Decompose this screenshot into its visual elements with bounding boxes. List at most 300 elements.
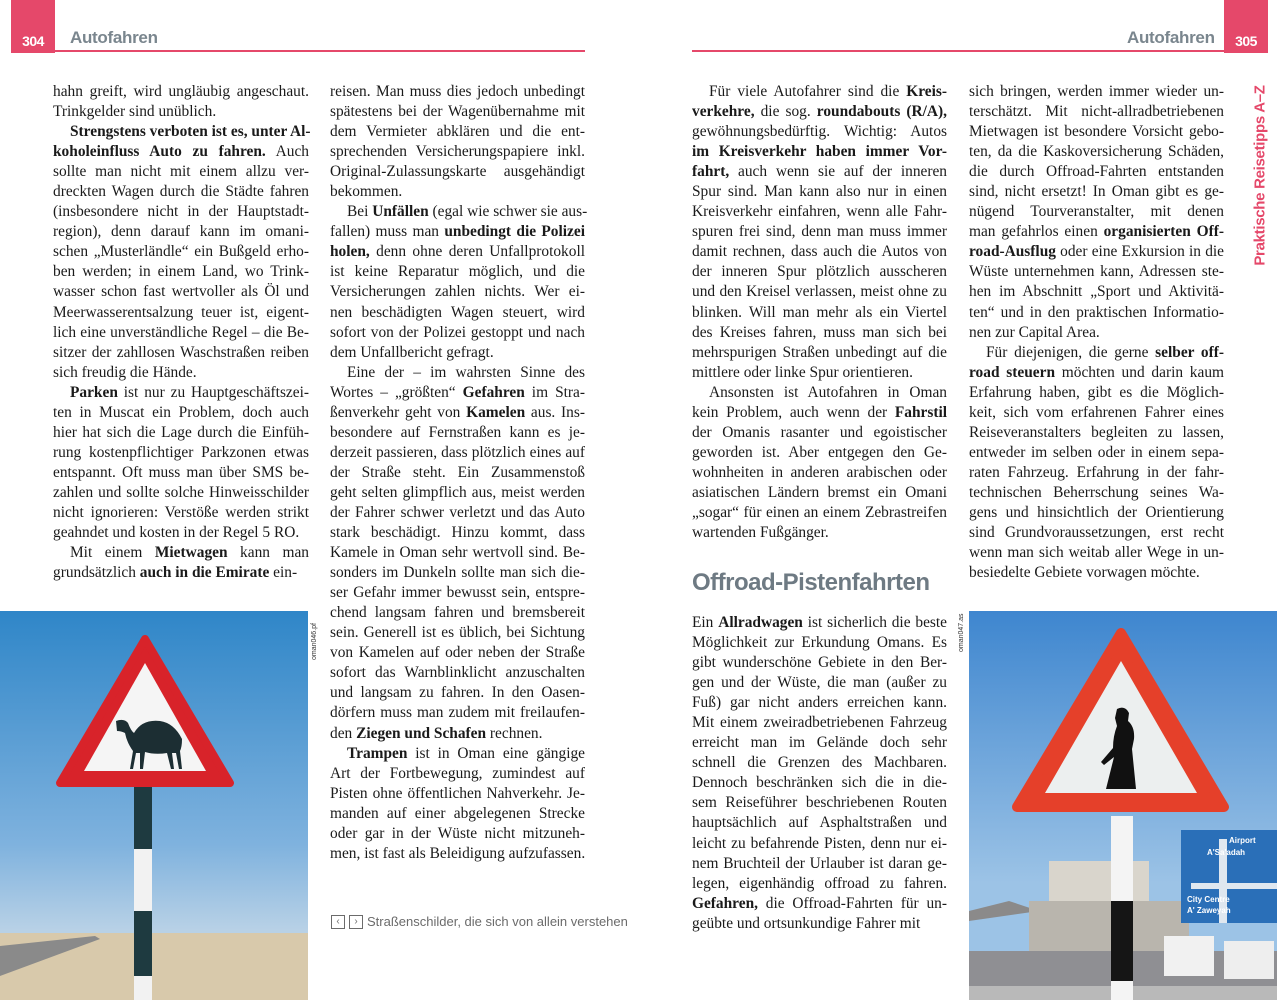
text-run: die Offroad-Fahrten für un-	[757, 894, 947, 912]
header-rule-left	[55, 50, 585, 52]
text-run: rung kostenpflichtiger Parkzonen etwas	[53, 443, 309, 461]
text-line	[53, 463, 309, 483]
text-run: von Kamelen auf oder neben der Straße	[330, 644, 585, 662]
text-line	[53, 202, 309, 222]
text-line	[969, 102, 1224, 122]
caption-next-icon[interactable]: ›	[349, 915, 363, 929]
text-line	[53, 403, 309, 423]
text-line	[969, 543, 1224, 563]
text-run: wohnheiten in anderen arabischen oder	[692, 463, 947, 481]
header-rule-right	[692, 50, 1224, 52]
text-run: dörfern muss man zudem mit freilaufen-	[330, 704, 585, 722]
text-run: sein. Generell ist es üblich, bei Sichtung	[330, 624, 585, 642]
text-run: sofort das Warnblinklicht anzuschalten	[330, 664, 585, 682]
text-line	[330, 804, 585, 824]
text-line	[692, 813, 947, 833]
text-line	[969, 242, 1224, 262]
text-line	[53, 222, 309, 242]
text-line	[330, 643, 585, 663]
text-line	[330, 142, 585, 162]
bold-text: road-Ausflug	[969, 243, 1056, 261]
text-run: sollte man nicht mit einem allzu ver-	[53, 163, 309, 181]
text-run: Für diejenigen, die gerne	[986, 343, 1156, 361]
photo-credit-left: oman046.pf	[311, 623, 318, 660]
text-line	[330, 683, 585, 703]
text-run: gens und hinsichtlich der Orientierung	[969, 503, 1224, 521]
text-run: kann man	[227, 544, 309, 562]
text-run: geht selten glimpflich aus, meist werden	[330, 483, 585, 501]
text-run: technischen Beherrschung seines Wa-	[969, 483, 1224, 501]
text-line	[692, 463, 947, 483]
text-line	[692, 483, 947, 503]
text-run: sich freudig die Hände.	[53, 363, 197, 381]
text-run: schen „Musterländle“ ein Bußgeld erho-	[53, 243, 309, 261]
text-run: mehrspurigen Straßen unbedingt auf die	[692, 343, 947, 361]
text-run: Eine der – im wahrsten Sinne des	[347, 363, 585, 381]
text-line	[53, 122, 309, 142]
text-line	[692, 793, 947, 813]
text-run: besiedelte Gebiete vorwagen möchte.	[969, 564, 1200, 582]
text-line	[53, 162, 309, 182]
text-run: Möglichkeit zur Erkundung Omans. Es	[692, 634, 947, 652]
bold-text: holen,	[330, 243, 370, 261]
bold-text: organisierten Off-	[1103, 223, 1224, 241]
text-run: Mit einem	[70, 544, 155, 562]
text-run: oder eine Exkursion in die	[1055, 243, 1224, 261]
text-column-right-2	[969, 82, 1224, 583]
text-line	[692, 874, 947, 894]
text-line	[692, 222, 947, 242]
text-run: chend langsam fahren und bremsbereit	[330, 604, 585, 622]
text-column-right-1-continued	[692, 613, 947, 934]
text-run: gen und der Wüste, die man (außer zu	[692, 674, 947, 692]
text-run: hen im Abschnitt „Sport und Aktivitä-	[969, 283, 1224, 301]
text-line	[330, 282, 585, 302]
text-run: ten, da die Kaskoversicherung Schäden,	[969, 143, 1224, 161]
text-run: den	[330, 724, 357, 742]
bold-text: auch in die Emirate	[139, 564, 270, 582]
text-run: dem Vermieter abklären und die ent-	[330, 123, 585, 141]
text-line	[969, 122, 1224, 142]
text-run: der inneren Spur plötzlich ausscheren	[692, 263, 947, 281]
text-run: sind, nicht ersetzt! In Oman gibt es ge-	[969, 183, 1224, 201]
text-line	[330, 703, 585, 723]
text-line	[330, 202, 588, 222]
text-run: leicht zu befahrende Pisten, denn nur ei-	[692, 834, 947, 852]
text-line	[969, 303, 1224, 323]
text-line	[692, 142, 947, 162]
text-run: Kamele in Oman sehr wertvoll sind. Be-	[330, 544, 585, 562]
text-line	[969, 463, 1224, 483]
text-line	[969, 443, 1224, 463]
road-sign-text-2: A'Sa'adah	[1207, 848, 1246, 857]
text-line	[692, 303, 947, 323]
text-line	[330, 443, 585, 463]
text-run: sitzer der zahllosen Waschstraßen reiben	[53, 343, 309, 361]
text-run: die sog.	[754, 103, 817, 121]
text-run: reisen. Man muss dies jedoch unbedingt	[330, 83, 585, 100]
photo-camel-sign	[0, 611, 308, 1000]
text-run: Ein	[692, 614, 719, 631]
text-line	[53, 383, 309, 403]
photo-pedestrian-sign	[969, 611, 1277, 1000]
text-run: Mit einem zweiradbetriebenen Fahrzeug	[692, 714, 947, 732]
text-run: ist keine Reparatur möglich, und die	[330, 263, 585, 281]
text-line	[330, 303, 585, 323]
text-line	[692, 653, 947, 673]
text-line	[692, 773, 947, 793]
bold-text: Parken	[70, 383, 118, 401]
bold-text: unbedingt die Polizei	[444, 223, 585, 241]
text-run: Dennoch beschränken sich die in die-	[692, 774, 947, 792]
bold-text: Allradwagen	[718, 614, 803, 631]
text-line	[53, 262, 309, 282]
text-run: ist nur zu Hauptgeschäftszei-	[117, 383, 309, 401]
text-run: sind Grundvoraussetzungen, erst recht	[969, 524, 1224, 542]
text-run: im Stra-	[524, 383, 585, 401]
text-line	[53, 423, 309, 443]
text-run: Spur sind. Man kann also nur in einen	[692, 183, 947, 201]
text-run: Versicherungen zahlen nichts. Wer ei-	[330, 283, 585, 301]
page-number-left: 304	[22, 33, 44, 49]
text-run: Erfahrung haben, gibt es die Möglich-	[969, 383, 1224, 401]
text-line	[692, 914, 947, 934]
text-run: region), denn darauf kann im omani-	[53, 223, 309, 241]
text-line	[330, 82, 585, 102]
text-line	[330, 102, 585, 122]
text-run: der Straße steht. Ein Zusammenstoß	[330, 463, 585, 481]
road-sign-text-1: Airport	[1229, 836, 1256, 845]
text-run: Original-Zulassungskarte ausgehändigt	[330, 163, 585, 181]
text-line	[330, 523, 585, 543]
text-line	[330, 262, 585, 282]
text-run: keit, sich vom erfahrenen Fahrer eines	[969, 403, 1224, 421]
text-run: Trinkgelder sind unüblich.	[53, 103, 217, 121]
text-line	[692, 242, 947, 262]
text-run: sem Reiseführer beschriebenen Routen	[692, 794, 947, 812]
text-run: derzeit passieren, dass plötzlich eines auf	[330, 443, 585, 461]
text-line	[969, 162, 1224, 182]
text-line	[692, 282, 947, 302]
bold-text: Ziegen und Schafen	[356, 724, 487, 742]
text-run: ten in Muscat ein Problem, doch auch	[53, 403, 309, 421]
text-line	[330, 242, 585, 262]
text-line	[330, 182, 585, 202]
bold-text: road steuern	[969, 363, 1056, 381]
text-line	[330, 383, 585, 403]
text-run: Fuß) gar nicht anders erreichen kann.	[692, 694, 947, 712]
text-run: mittlere oder linke Spur orientieren.	[692, 363, 913, 381]
text-run: raten Fahrzeug. Erfahrung in der fahr-	[969, 463, 1224, 481]
text-run: Bei	[347, 203, 373, 221]
text-run: terschätzt. Mit nicht-allradbetriebenen	[969, 103, 1224, 121]
text-line	[969, 262, 1224, 282]
section-side-label	[1247, 60, 1273, 290]
text-run: sofort von der Polizei gestoppt und nach	[330, 323, 585, 341]
bold-text: selber off-	[1155, 343, 1224, 361]
camel-warning-sign-image	[0, 611, 308, 1000]
text-run: nen beschädigten Wagen steuert, wird	[330, 303, 585, 321]
text-line	[53, 182, 309, 202]
text-run: lich eine unverständliche Regel – die Be-	[53, 323, 309, 341]
text-line	[969, 323, 1224, 343]
text-line	[330, 844, 585, 864]
text-run: kein Problem, auch wenn der	[692, 403, 895, 421]
text-line	[969, 142, 1224, 162]
text-line	[53, 443, 309, 463]
text-column-left-1	[53, 82, 309, 583]
text-line	[53, 142, 309, 162]
bold-text: im Kreisverkehr haben immer Vor-	[692, 143, 947, 161]
text-run: (egal wie schwer sie aus-	[428, 203, 588, 221]
text-run: und langsam zu fahren. In den Oasen-	[330, 684, 585, 702]
text-run: Meerwasserentsalzung teuer ist, eigent-	[53, 303, 309, 321]
text-run: nem Bruchteil der Urlauber ist daran ge-	[692, 854, 947, 872]
text-line	[969, 222, 1224, 242]
text-column-left-2	[330, 82, 588, 864]
text-line	[692, 383, 947, 403]
text-run: nicht ignorieren: Verstöße werden strikt	[53, 503, 309, 521]
caption-prev-icon[interactable]: ‹	[331, 915, 345, 929]
text-line	[330, 724, 585, 744]
text-line	[330, 122, 585, 142]
text-line	[330, 563, 585, 583]
bold-text: Strengstens verboten ist es, unter Al-	[70, 123, 311, 141]
text-run: men, ist fast als Beleidigung aufzufassen.	[330, 844, 586, 862]
running-head-right: Autofahren	[1127, 28, 1215, 47]
bold-text: Unfällen	[372, 203, 429, 221]
text-line	[692, 262, 947, 282]
bold-text: Gefahren,	[692, 894, 758, 912]
text-line	[53, 523, 309, 543]
bold-text: Mietwagen	[154, 544, 228, 562]
text-run: hier hat sich die Lage durch die Einfüh-	[53, 423, 309, 441]
text-line	[969, 363, 1224, 383]
section-title-offroad: Offroad-Pistenfahrten	[692, 569, 930, 596]
text-run: hahn greift, wird ungläubig angeschaut.	[53, 83, 309, 100]
text-run: erreicht man im Gelände doch sehr	[692, 734, 947, 752]
text-run: Kreisverkehr einfahren, wenn alle Fahr-	[692, 203, 947, 221]
text-run: Pisten ohne öffentlichen Nahverkehr. Je-	[330, 784, 585, 802]
text-line	[53, 303, 309, 323]
text-line	[692, 122, 947, 142]
text-run: fallen) muss man	[330, 223, 445, 241]
text-run: (insbesondere nicht in der Hauptstadt-	[53, 203, 309, 221]
text-line	[969, 82, 1224, 102]
bold-text: Fahrstil	[894, 403, 947, 421]
text-run: dem Unfallbericht gefragt.	[330, 343, 494, 361]
bold-text: roundabouts (R/A),	[816, 103, 947, 121]
text-line	[692, 673, 947, 693]
text-line	[53, 563, 309, 583]
text-line	[692, 443, 947, 463]
text-run: geübte und ortsunkundige Fahrer mit	[692, 914, 921, 932]
photo-caption	[331, 914, 628, 929]
text-line	[330, 343, 585, 363]
text-run: Für viele Autofahrer sind die	[709, 83, 907, 100]
bold-text: Trampen	[347, 744, 408, 762]
text-run: möchten und darin kaum	[1055, 363, 1225, 381]
text-line	[330, 583, 585, 603]
text-line	[692, 343, 947, 363]
text-run: spuren frei sind, denn man muss immer	[692, 223, 947, 241]
text-run: man gefahrlos einen	[969, 223, 1104, 241]
text-line	[330, 483, 585, 503]
text-run: entweder im selben oder in einem sepa-	[969, 443, 1224, 461]
text-line	[692, 693, 947, 713]
text-run: grundsätzlich	[53, 564, 140, 582]
text-line	[330, 663, 585, 683]
text-line	[692, 323, 947, 343]
text-run: der Fahrer schwer verletzt und das Auto	[330, 503, 585, 521]
text-run: blinken. Will man mehr als ein Viertel	[692, 303, 947, 321]
text-run: hauptsächlich auf Asphaltstraßen und	[692, 814, 947, 832]
road-sign-text-4: A' Zaweyah	[1187, 906, 1231, 915]
text-run: oder gar in der Wüste nicht mitzuneh-	[330, 824, 585, 842]
bold-text: Gefahren	[462, 383, 525, 401]
text-line	[330, 323, 585, 343]
text-run: ist in Oman eine gängige	[407, 744, 585, 762]
text-line	[330, 764, 585, 784]
text-run: wartenden Fußgänger.	[692, 524, 829, 542]
text-run: Mietwagen ist besondere Vorsicht gebo-	[969, 123, 1224, 141]
text-line	[53, 503, 309, 523]
text-run: Wortes – „größten“	[330, 383, 463, 401]
text-line	[330, 744, 585, 764]
text-run: Reiseveranstalters begleiten zu lassen,	[969, 423, 1224, 441]
text-column-right-1	[692, 82, 947, 543]
bold-text: Kamelen	[466, 403, 526, 421]
bold-text: koholeinfluss Auto zu fahren.	[53, 143, 266, 161]
text-line	[330, 824, 585, 844]
text-line	[969, 523, 1224, 543]
text-line	[53, 543, 309, 563]
text-line	[969, 182, 1224, 202]
road-direction-sign	[1181, 830, 1277, 923]
text-run: sprechenden Versicherungspapiere inkl.	[330, 143, 585, 161]
text-run: Ansonsten ist Autofahren in Oman	[709, 383, 947, 401]
text-line	[969, 423, 1224, 443]
text-run: rechnen.	[486, 724, 543, 742]
text-line	[330, 543, 585, 563]
text-line	[53, 282, 309, 302]
text-line	[53, 343, 309, 363]
text-line	[692, 633, 947, 653]
text-line	[692, 613, 947, 633]
text-line	[969, 343, 1224, 363]
text-line	[692, 753, 947, 773]
text-run: Wüste unternehmen kann, Adressen ste-	[969, 263, 1224, 281]
text-line	[53, 242, 309, 262]
text-line	[330, 363, 585, 383]
text-run: denn ohne deren Unfallprotokoll	[369, 243, 585, 261]
text-line	[330, 463, 585, 483]
text-run: zahlen und sollte solche Hinweisschilder	[53, 483, 309, 501]
bold-text: fahrt,	[692, 163, 730, 181]
text-run: nügend Tourveranstalter, mit denen	[969, 203, 1224, 221]
text-line	[330, 603, 585, 623]
page-number-tab-left	[11, 0, 55, 53]
text-line	[692, 503, 947, 523]
text-line	[692, 403, 947, 423]
pedestrian-warning-sign-image	[969, 611, 1277, 1000]
page-number-right: 305	[1235, 33, 1257, 49]
text-run: „sogar“ für einen an einem Zebrastreifen	[692, 503, 947, 521]
text-line	[330, 503, 585, 523]
text-run: wasser schon fast wertvoller als Öl und	[53, 283, 309, 301]
text-line	[969, 403, 1224, 423]
text-line	[969, 503, 1224, 523]
text-run: entspannt. Oft muss man über SMS be-	[53, 463, 309, 481]
text-line	[330, 162, 585, 182]
bold-text: Kreis-	[906, 83, 947, 100]
text-run: spätestens bei der Wagenübernahme mit	[330, 103, 585, 121]
text-line	[969, 202, 1224, 222]
text-line	[692, 894, 947, 914]
photo-credit-right: oman047.as	[958, 613, 965, 652]
text-run: dreckten Wagen durch die Städte fahren	[53, 183, 309, 201]
text-line	[969, 563, 1224, 583]
page-number-tab-right	[1224, 0, 1268, 53]
text-run: der Omanis rasanter und egoistischer	[692, 423, 947, 441]
text-line	[330, 222, 585, 242]
text-run: Auch	[265, 143, 309, 161]
section-side-label-text: Praktische Reisetipps A–Z	[1251, 84, 1269, 266]
text-run: geworden ist. Aber entgegen den Ge-	[692, 443, 947, 461]
bold-text: verkehre,	[692, 103, 755, 121]
text-line	[692, 202, 947, 222]
text-run: ten“ und in den praktischen Informatio-	[969, 303, 1224, 321]
text-run: sich bringen, werden immer wieder un-	[969, 83, 1224, 100]
text-run: asiatischen Ländern bremst ein Omani	[692, 483, 947, 501]
text-run: die durch Offroad-Fahrten entstanden	[969, 163, 1224, 181]
text-run: legen, eigenhändig offroad zu fahren.	[692, 874, 947, 892]
text-line	[692, 523, 947, 543]
text-line	[692, 102, 947, 122]
text-line	[969, 483, 1224, 503]
text-run: und den Kreisel verlassen, meist ohne zu	[692, 283, 947, 301]
text-line	[53, 363, 309, 383]
text-line	[969, 282, 1224, 302]
text-line	[53, 483, 309, 503]
text-run: ser Gefahr immer bewusst sein, entspre-	[330, 584, 585, 602]
text-run: des Kreises fahren, muss man sich bei	[692, 323, 947, 341]
text-line	[692, 423, 947, 443]
text-line	[969, 383, 1224, 403]
road-sign-text-3: City Centre	[1187, 895, 1230, 904]
text-line	[330, 403, 585, 423]
text-run: bekommen.	[330, 183, 403, 201]
text-run: aus. Ins-	[525, 403, 585, 421]
text-line	[692, 713, 947, 733]
text-line	[692, 733, 947, 753]
text-run: gewöhnungsbedürftig. Wichtig: Autos	[692, 123, 947, 141]
text-run: ben werden; in einem Land, wo Trink-	[53, 263, 309, 281]
text-run: ßenverkehr geht von	[330, 403, 467, 421]
text-line	[692, 182, 947, 202]
text-run: ein-	[269, 564, 298, 582]
text-run: nen zur Capital Area.	[969, 323, 1100, 341]
text-run: gibt wunderschöne Gebiete in den Ber-	[692, 654, 947, 672]
text-run: ist sicherlich die beste	[802, 614, 947, 631]
text-run: auch wenn sie auf der inneren	[729, 163, 947, 181]
caption-text: Straßenschilder, die sich von allein verstehen	[367, 914, 628, 929]
text-run: Art der Fortbewegung, zumindest auf	[330, 764, 585, 782]
text-line	[692, 363, 947, 383]
text-run: geahndet und kosten in der Regel 5 RO.	[53, 524, 300, 542]
running-head-left: Autofahren	[70, 28, 158, 47]
text-line	[692, 834, 947, 854]
